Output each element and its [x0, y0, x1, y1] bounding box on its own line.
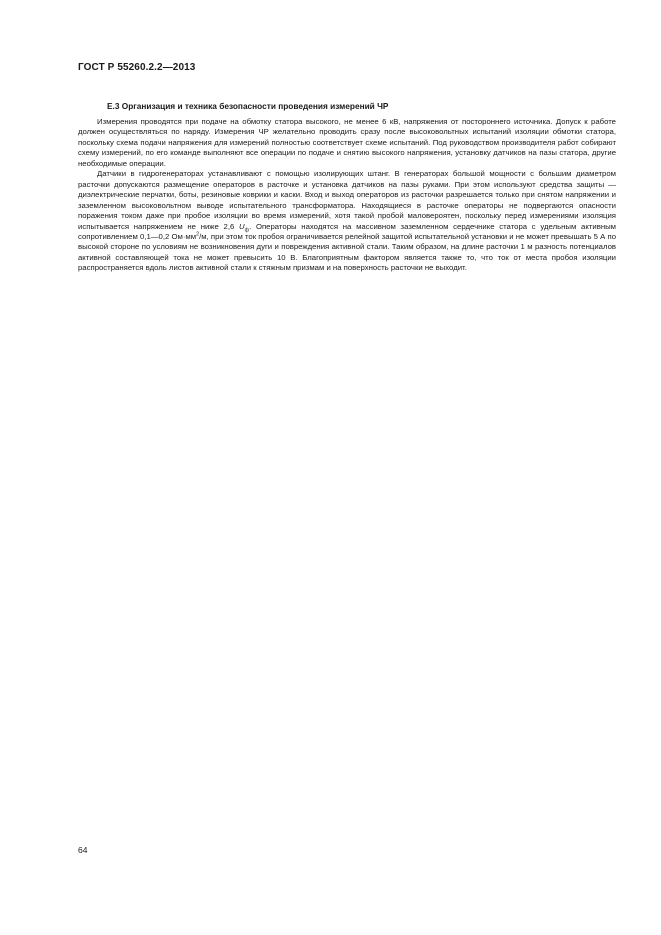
voltage-subscript: ф	[244, 227, 250, 234]
voltage-symbol: U	[239, 221, 245, 231]
document-header: ГОСТ Р 55260.2.2—2013	[78, 62, 196, 73]
paragraph-2-part-a: Датчики в гидрогенераторах устанавливают с помощью изолирующих штанг. В генераторах большой мощности с большим диаметром расточки допускаются размещение операторов в расточке и установка датчиков на пазы руками. При этом используют средства защиты — диэлектрические перчатки, боты, резиновые коврики и каски. Вход и выход операторов из расточки разрешается только при снятом напряжении и заземленном высоковольтном выводе испытательного трансформатора. Находящиеся в расточке операторы не подвергаются опасности поражения током даже при пробое изоляции во время измерений, хотя такой пробой маловероятен, поскольку перед измерениями изоляция испытывается напряжением не ниже 2,6	[78, 169, 616, 231]
paragraph-2-part-b: . Операторы находятся на массивном заземленном сердечнике статора с удельным активным сопротивлением 0,1—0,2 Ом·мм	[78, 221, 616, 241]
page-number: 64	[78, 845, 88, 855]
section-title: Е.3 Организация и техника безопасности проведения измерений ЧР	[107, 101, 389, 111]
unit-superscript: 2	[196, 231, 200, 238]
paragraph-1: Измерения проводятся при подаче на обмотку статора высокого, не менее 6 кВ, напряжения от постороннего источника. Допуск к работе должен осуществляться по наряду. Измерения ЧР желательно проводить сразу после высоковольтных испытаний изоляции обмотки статора, поскольку схема подачи напряжения для измерений полностью соответствует схеме испытаний. Под руководством производителя работ собирают схему измерений, по его команде выполняют все операции по подаче и снятию высокого напряжения, установку датчиков на пазы статора, другие необходимые операции.	[78, 117, 616, 168]
paragraph-2	[78, 169, 616, 274]
section-body	[78, 117, 616, 274]
paragraph-2-part-c: /м, при этом ток пробоя ограничивается релейной защитой испытательной установки и не может превышать 5 А по высокой стороне по условиям не возникновения дуги и повреждения активной стали. Таким образом, на длине расточки 1 м разность потенциалов активной составляющей тока не может превысить 10 В. Благоприятным фактором является также то, что ток от места пробоя изоляции распространяется вдоль листов активной стали к стяжным призмам и на поверхность расточки не выходит.	[78, 231, 617, 273]
